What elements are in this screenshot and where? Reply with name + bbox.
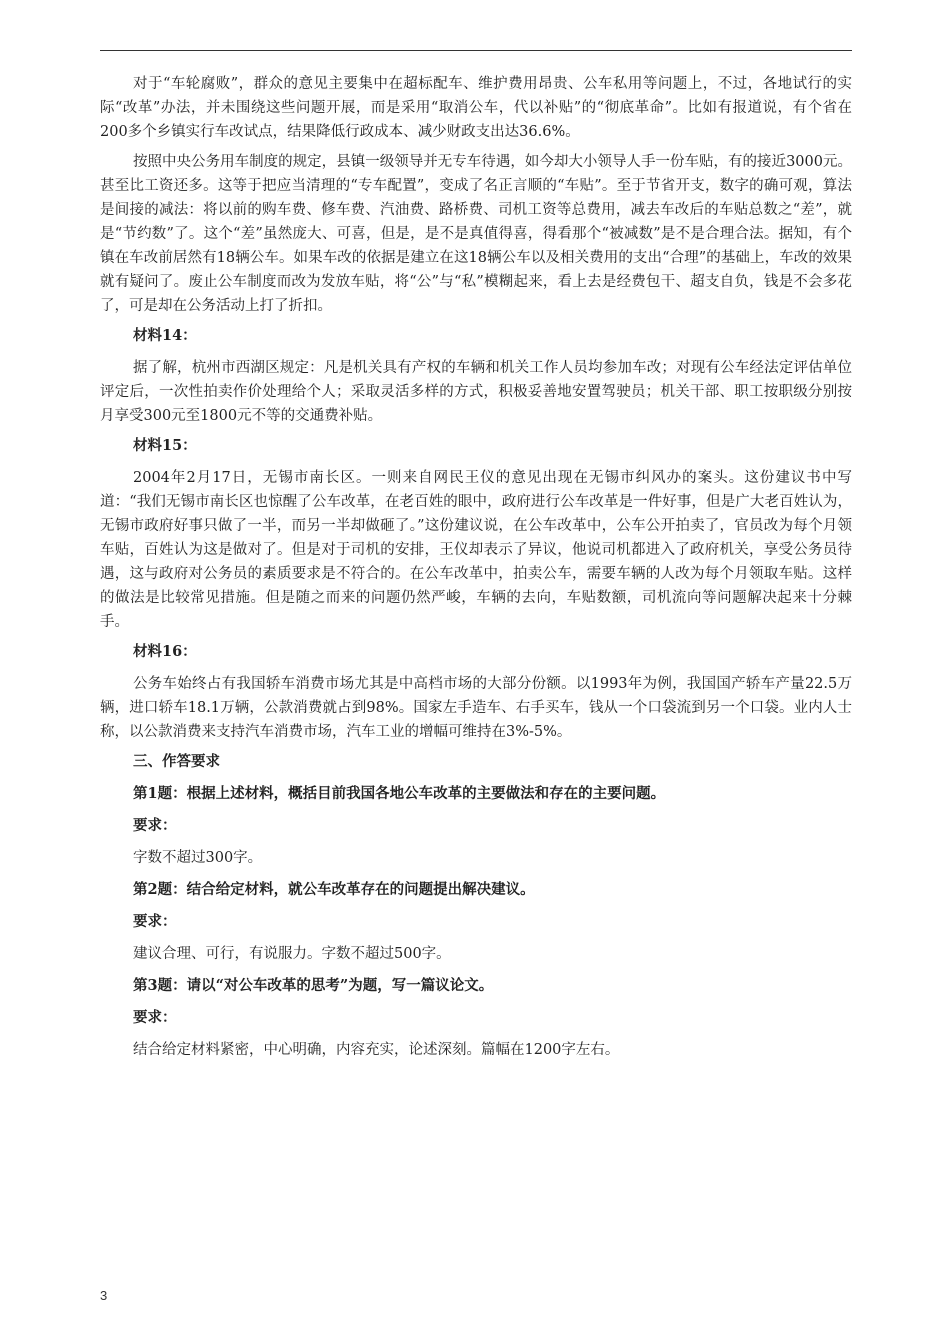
question-3-requirement-text: 结合给定材料紧密，中心明确，内容充实，论述深刻。篇幅在1200字左右。 [133,1042,620,1058]
question-3-requirement-label: 要求： [133,1009,177,1026]
material-15-label: 材料15： [133,437,197,454]
question-2-title: 第2题：结合给定材料，就公车改革存在的问题提出解决建议。 [133,881,535,898]
question-1-requirement-label: 要求： [133,817,177,834]
page-number: 3 [100,1288,108,1303]
material-14-text: 据了解，杭州市西湖区规定：凡是机关具有产权的车辆和机关工作人员均参加车改；对现有公车经法定评估单位评定后，一次性拍卖作价处理给个人；采取灵活多样的方式，积极妥善地安置驾驶员；机关干部、职工按职级分别按月享受300元至1800元不等的交通费补贴。 [100,360,852,424]
page-content [100,72,852,1070]
material-15-text: 2004年2月17日，无锡市南长区。一则来自网民王仪的意见出现在无锡市纠风办的案头。这份建议书中写道：“我们无锡市南长区也惊醒了公车改革，在老百姓的眼中，政府进行公车改革是一件好事，但是广大老百姓认为，无锡市政府好事只做了一半，而另一半却做砸了。”这份建议说，在公车改革中，公车公开拍卖了，官员改为每个月领车贴，百姓认为这是做对了。但是对于司机的安排，王仪却表示了异议，他说司机都进入了政府机关，享受公务员待遇，这与政府对公务员的素质要求是不符合的。在公车改革中，拍卖公车，需要车辆的人改为每个月领取车贴。这样的做法是比较常见措施。但是随之而来的问题仍然严峻，车辆的去向，车贴数额，司机流向等问题解决起来十分棘手。 [100,470,852,630]
material-14-label: 材料14： [133,327,197,344]
section-title: 三、作答要求 [133,753,220,770]
question-2-requirement-text: 建议合理、可行，有说服力。字数不超过500字。 [133,946,451,962]
header-rule [100,50,852,51]
question-1-title: 第1题：根据上述材料，概括目前我国各地公车改革的主要做法和存在的主要问题。 [133,785,666,802]
question-3-title: 第3题：请以“对公车改革的思考”为题，写一篇议论文。 [133,977,494,994]
question-2-requirement-label: 要求： [133,913,177,930]
material-16-label: 材料16： [133,643,197,660]
question-1-requirement-text: 字数不超过300字。 [133,850,263,866]
paragraph: 对于“车轮腐败”，群众的意见主要集中在超标配车、维护费用昂贵、公车私用等问题上，不过，各地试行的实际“改革”办法，并未围绕这些问题开展，而是采用“取消公车，代以补贴”的“彻底革命”。比如有报道说，有个省在200多个乡镇实行车改试点，结果降低行政成本、减少财政支出达36.6%。 [100,76,852,140]
material-16-text: 公务车始终占有我国轿车消费市场尤其是中高档市场的大部分份额。以1993年为例，我国国产轿车产量22.5万辆，进口轿车18.1万辆，公款消费就占到98%。国家左手造车、右手买车，钱从一个口袋流到另一个口袋。业内人士称，以公款消费来支持汽车消费市场，汽车工业的增幅可维持在3%-5%。 [100,676,852,740]
paragraph: 按照中央公务用车制度的规定，县镇一级领导并无专车待遇，如今却大小领导人手一份车贴，有的接近3000元。甚至比工资还多。这等于把应当清理的“专车配置”，变成了名正言顺的“车贴”。至于节省开支，数字的确可观，算法是间接的减法：将以前的购车费、修车费、汽油费、路桥费、司机工资等总费用，减去车改后的车贴总数之“差”，就是“节约数”了。这个“差”虽然庞大、可喜，但是，是不是真值得喜，得看那个“被减数”是不是合理合法。据知，有个镇在车改前居然有18辆公车。如果车改的依据是建立在这18辆公车以及相关费用的支出“合理”的基础上，车改的效果就有疑问了。废止公车制度而改为发放车贴，将“公”与“私”模糊起来，看上去是经费包干、超支自负，钱是不会多花了，可是却在公务活动上打了折扣。 [100,154,852,314]
